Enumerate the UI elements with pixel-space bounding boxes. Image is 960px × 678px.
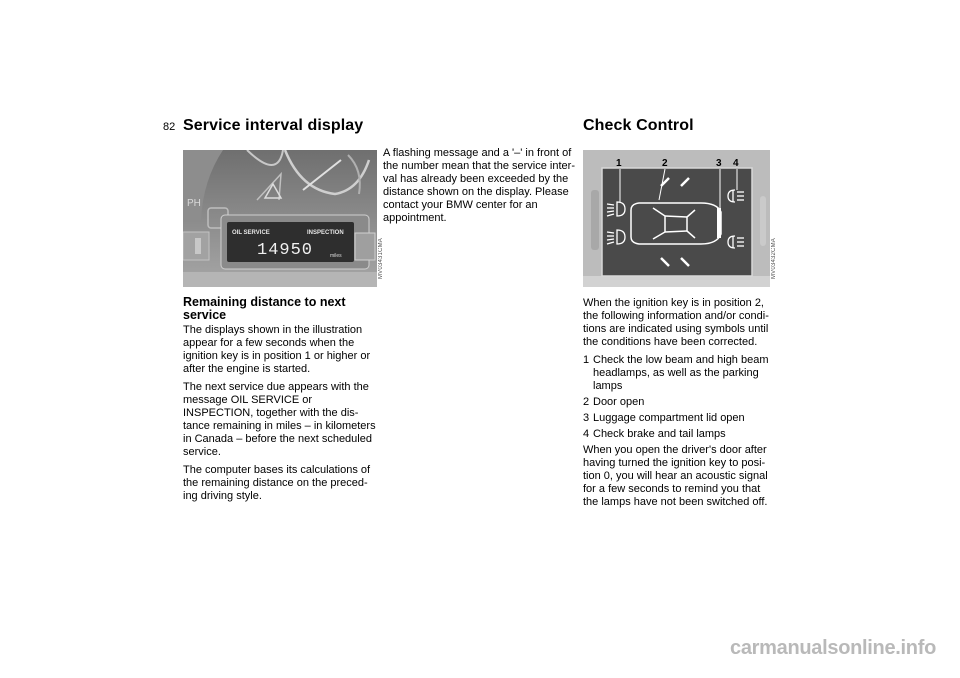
list-item: 2 Door open xyxy=(583,396,645,408)
list-item: 4 Check brake and tail lamps xyxy=(583,428,726,440)
subheading-remaining-distance: Remaining distance to next service xyxy=(183,295,346,322)
paragraph: The displays shown in the illustration appear for a few seconds when the ignition key is in position 1 or higher or after the engine is started. xyxy=(183,324,371,375)
trunk-lid-icon xyxy=(717,208,721,238)
distance-unit: miles xyxy=(330,253,342,259)
callout-2: 2 xyxy=(662,158,668,169)
callout-4: 4 xyxy=(733,158,739,169)
list-item: 1 Check the low beam and high beam headlamps, as well as the parking lamps xyxy=(583,354,769,392)
section-title-check-control: Check Control xyxy=(583,117,694,134)
service-display-figure xyxy=(183,150,377,287)
callout-3: 3 xyxy=(716,158,722,169)
section-title-service-interval: Service interval display xyxy=(183,117,364,134)
outro-paragraph: When you open the driver's door after having turned the ignition key to posi-tion 0, you will hear an acoustic signal for a few seconds to remind you that the lamps have not been switched off. xyxy=(583,444,768,508)
gauge-ph-label: PH xyxy=(187,198,201,209)
page-number: 82 xyxy=(163,121,176,133)
left-body xyxy=(183,324,378,508)
inspection-indicator: INSPECTION xyxy=(307,230,344,236)
paragraph: The next service due appears with the message OIL SERVICE or INSPECTION, together with the dis-tance remaining in miles – in kilometers in Canada – before the next scheduled service. xyxy=(183,381,376,458)
list-item: 3 Luggage compartment lid open xyxy=(583,412,745,424)
check-control-screen xyxy=(602,168,752,276)
figure-code-left: MV03431CMA xyxy=(378,238,384,280)
distance-readout: 14950 xyxy=(257,241,314,260)
intro-paragraph: When the ignition key is in position 2, the following information and/or condi-tions are indicated using symbols until the conditions have been corrected. xyxy=(583,297,769,348)
callout-1: 1 xyxy=(616,158,622,169)
check-control-figure xyxy=(583,150,770,287)
figure-code-right: MV03432CMA xyxy=(771,238,777,280)
oil-service-indicator: OIL SERVICE xyxy=(232,230,270,236)
site-watermark: carmanualsonline.info xyxy=(730,637,936,659)
instrument-cluster-illustration xyxy=(183,150,377,287)
middle-body xyxy=(383,147,577,230)
right-body xyxy=(583,297,778,514)
paragraph: The computer bases its calculations of the remaining distance on the preced-ing driving style. xyxy=(183,464,371,502)
paragraph-flashing-message: A flashing message and a '–' in front of the number mean that the service inter-val has already been exceeded by the distance shown on the display. Please contact your BMW center for an appointment. xyxy=(383,147,575,224)
check-control-illustration xyxy=(583,150,770,287)
